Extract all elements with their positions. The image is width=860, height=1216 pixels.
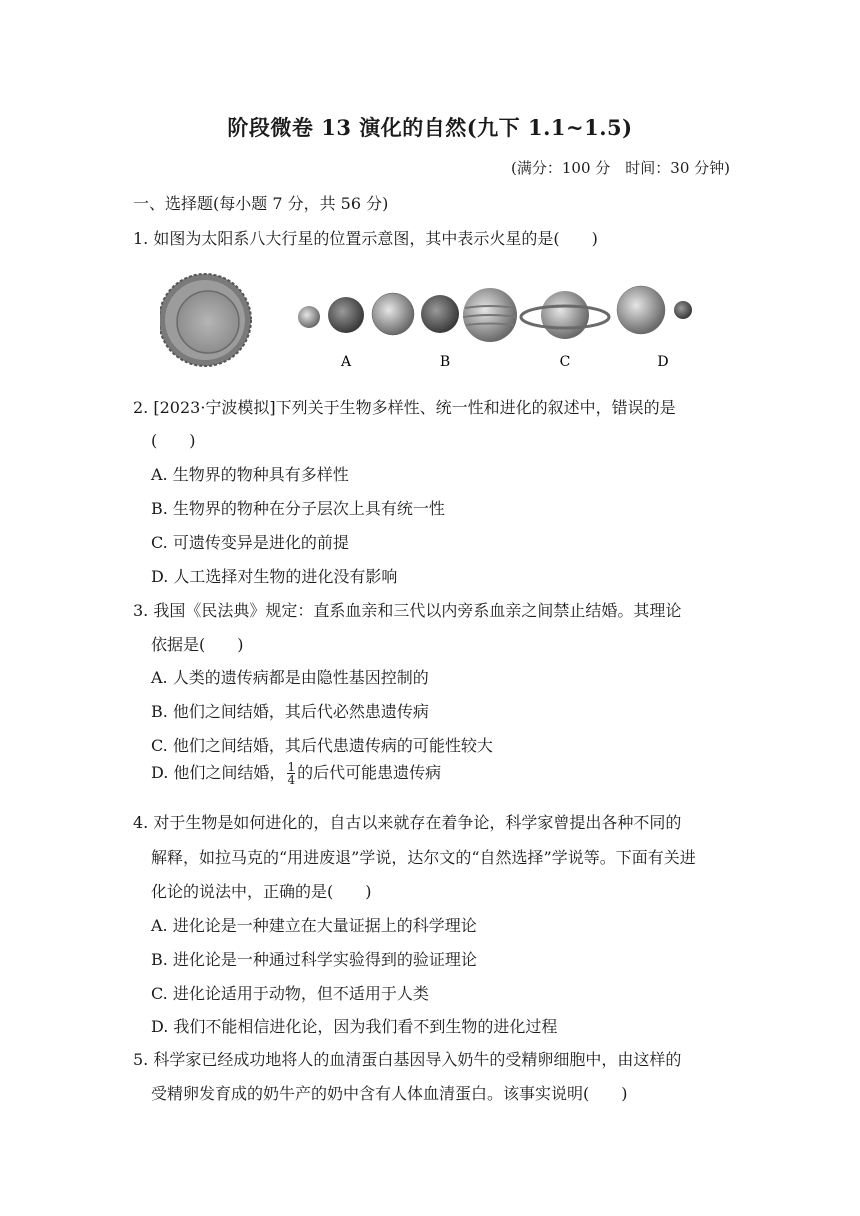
question-3-cont: 依据是( ) (151, 635, 244, 654)
q3-option-d-prefix: D. 他们之间结婚， (151, 763, 286, 782)
section-heading: 一、选择题(每小题 7 分，共 56 分) (133, 194, 389, 213)
fraction-numerator: 1 (287, 760, 296, 774)
planet-b (421, 295, 459, 333)
question-2: 2. [2023·宁波模拟]下列关于生物多样性、统一性和进化的叙述中，错误的是 (133, 398, 676, 417)
planet-c (521, 291, 609, 339)
q2-option-a: A. 生物界的物种具有多样性 (151, 465, 349, 484)
planet-d (617, 286, 665, 334)
q3-option-b: B. 他们之间结婚，其后代必然患遗传病 (151, 702, 429, 721)
q3-option-c: C. 他们之间结婚，其后代患遗传病的可能性较大 (151, 736, 493, 755)
question-5: 5. 科学家已经成功地将人的血清蛋白基因导入奶牛的受精卵细胞中，由这样的 (133, 1050, 682, 1069)
q3-option-d-suffix: 的后代可能患遗传病 (297, 763, 442, 782)
planet-jupiter (463, 288, 517, 342)
question-5-cont: 受精卵发育成的奶牛产的奶中含有人体血清蛋白。该事实说明( ) (151, 1084, 628, 1103)
q2-option-c: C. 可遗传变异是进化的前提 (151, 533, 349, 552)
question-1: 1. 如图为太阳系八大行星的位置示意图，其中表示火星的是( ) (133, 229, 598, 248)
planet-earth (372, 293, 414, 335)
q3-option-a: A. 人类的遗传病都是由隐性基因控制的 (151, 668, 429, 687)
question-4-cont-1: 解释，如拉马克的“用进废退”学说，达尔文的“自然选择”学说等。下面有关进 (151, 848, 696, 867)
planet-mercury (298, 306, 320, 328)
planets-diagram (160, 270, 700, 374)
planet-neptune (674, 301, 692, 319)
question-3: 3. 我国《民法典》规定：直系血亲和三代以内旁系血亲之间禁止结婚。其理论 (133, 601, 682, 620)
label-b: B (439, 354, 451, 370)
q2-option-b: B. 生物界的物种在分子层次上具有统一性 (151, 499, 445, 518)
q4-option-a: A. 进化论是一种建立在大量证据上的科学理论 (151, 916, 477, 935)
label-c: C (559, 354, 571, 370)
q3-option-d (151, 760, 441, 786)
exam-meta: (满分：100 分 时间：30 分钟) (511, 159, 730, 177)
fraction-denominator: 4 (287, 773, 296, 787)
label-d: D (657, 354, 669, 370)
question-4: 4. 对于生物是如何进化的，自古以来就存在着争论，科学家曾提出各种不同的 (133, 813, 682, 832)
question-2-cont: ( ) (151, 431, 196, 450)
planet-a (328, 297, 364, 333)
fraction (287, 761, 295, 786)
q2-option-d: D. 人工选择对生物的进化没有影响 (151, 567, 398, 586)
label-a: A (340, 354, 352, 370)
q4-option-c: C. 进化论适用于动物，但不适用于人类 (151, 984, 429, 1003)
question-4-cont-2: 化论的说法中，正确的是( ) (151, 882, 372, 901)
q4-option-b: B. 进化论是一种通过科学实验得到的验证理论 (151, 950, 477, 969)
q4-option-d: D. 我们不能相信进化论，因为我们看不到生物的进化过程 (151, 1017, 558, 1036)
page-title: 阶段微卷 13 演化的自然(九下 1.1~1.5) (227, 115, 633, 140)
sun (160, 274, 251, 366)
solar-system-figure (160, 270, 700, 374)
